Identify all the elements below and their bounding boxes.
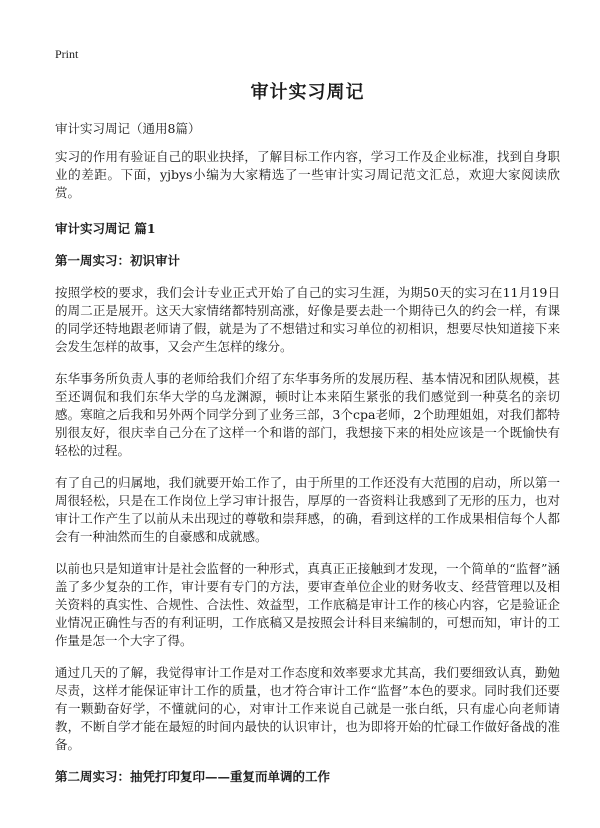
document-title: 审计实习周记 — [250, 82, 365, 103]
document-subtitle: 审计实习周记（通用8篇） — [55, 121, 201, 136]
section-heading: 审计实习周记 篇1 — [55, 221, 156, 236]
body-paragraph-2: 东华事务所负责人事的老师给我们介绍了东华事务所的发展历程、基本情况和团队规模，甚至还调侃和我们东华大学的乌龙渊源，顿时让本来陌生紧张的我们感觉到一种莫名的亲切感。寒暄之后我和另外两个同学分到了业务三部，3个cpa老师，2个助理姐姐，对我们都特别很友好，很庆幸自己分在了这样一个和谐的部门，我想接下来的相处应该是一个既愉快有轻松的过程。 — [55, 371, 560, 458]
body-paragraph-5: 通过几天的了解，我觉得审计工作是对工作态度和效率要求尤其高，我们要细致认真，勤勉尽责，这样才能保证审计工作的质量，也才符合审计工作“监督”本色的要求。同时我们还要有一颗勤奋好学，不懂就问的心，对审计工作来说自己就是一张白纸，只有虚心向老师请教，不断自学才能在最短的时间内最快的认识审计，也为即将开始的忙碌工作做好备战的准备。 — [55, 665, 560, 752]
body-paragraph-3: 有了自己的归属地，我们就要开始工作了，由于所里的工作还没有大范围的启动，所以第一周很轻松，只是在工作岗位上学习审计报告，厚厚的一沓资料让我感到了无形的压力，也对审计工作产生了以前从未出现过的尊敬和崇拜感，的确，看到这样的工作成果相信每个人都会有一种油然而生的自豪感和成就感。 — [55, 475, 560, 544]
print-link[interactable]: Print — [55, 47, 79, 61]
intro-paragraph: 实习的作用有验证自己的职业抉择，了解目标工作内容，学习工作及企业标准，找到自身职业的差距。下面，yjbys小编为大家精选了一些审计实习周记范文汇总，欢迎大家阅读欣赏。 — [55, 149, 560, 200]
week1-heading: 第一周实习：初识审计 — [55, 253, 181, 268]
body-paragraph-1: 按照学校的要求，我们会计专业正式开始了自己的实习生涯，为期50天的实习在11月19日的周二正是展开。这天大家情绪都特别高涨，好像是要去赴一个期待已久的约会一样，有课的同学还特地跟老师请了假，就是为了不想错过和实习单位的初相识，想要尽快知道接下来会发生怎样的故事，又会产生怎样的缘分。 — [55, 285, 560, 354]
body-paragraph-4: 以前也只是知道审计是社会监督的一种形式，真真正正接触到才发现，一个简单的“监督”涵盖了多少复杂的工作，审计要有专门的方法，要审查单位企业的财务收支、经营管理以及相关资料的真实性、合规性、合法性、效益型，工作底稿是审计工作的核心内容，它是验证企业情况正确性与否的有利证明，工作底稿又是按照会计科目来编制的，可想而知，审计的工作量是怎一个大字了得。 — [55, 561, 560, 648]
week2-heading: 第二周实习：抽凭打印复印——重复而单调的工作 — [55, 769, 331, 784]
